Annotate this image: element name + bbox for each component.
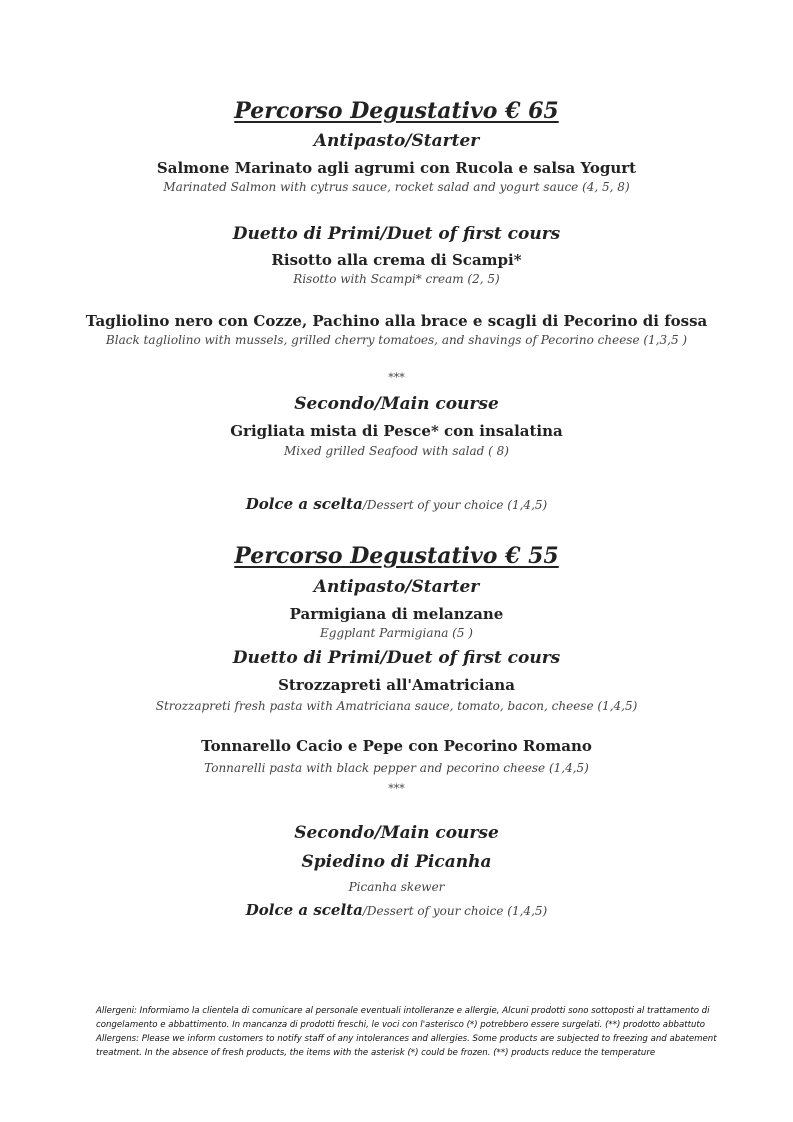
- menu2-starter-dish: Parmigiana di melanzane: [289, 605, 504, 623]
- menu1-starter-heading: Antipasto/Starter: [313, 131, 480, 151]
- menu2-title: Percorso Degustativo € 55: [234, 543, 559, 569]
- menu1-dessert-name: Dolce a scelta: [245, 495, 363, 513]
- menu2-separator: ***: [388, 782, 405, 795]
- menu1-primi-heading: Duetto di Primi/Duet of first cours: [232, 224, 561, 244]
- menu1-main-dish: Grigliata mista di Pesce* con insalatina: [230, 422, 563, 440]
- menu1-main-desc: Mixed grilled Seafood with salad ( 8): [284, 444, 509, 458]
- menu1-starter-dish: Salmone Marinato agli agrumi con Rucola e salsa Yogurt: [156, 159, 637, 177]
- menu2-starter-heading: Antipasto/Starter: [313, 577, 480, 597]
- menu2-main-dish: Spiedino di Picanha: [301, 852, 492, 872]
- menu2-dessert-name: Dolce a scelta: [245, 901, 363, 919]
- menu1-dessert: [0, 495, 793, 514]
- menu1-separator: ***: [388, 371, 405, 384]
- menu1-primo2-dish: Tagliolino nero con Cozze, Pachino alla brace e scagli di Pecorino di fossa: [85, 312, 708, 330]
- menu2-primi-heading: Duetto di Primi/Duet of first cours: [232, 648, 561, 668]
- menu1-primo1-dish: Risotto alla crema di Scampi*: [271, 251, 522, 269]
- menu1-title: Percorso Degustativo € 65: [234, 98, 559, 124]
- allergen-note-en-line1: Allergens: Please we inform customers to notify staff of any intolerances and allergies. Some products are subjected to freezing and abatement: [96, 1034, 717, 1044]
- menu2-primo2-desc: Tonnarelli pasta with black pepper and pecorino cheese (1,4,5): [204, 761, 589, 775]
- menu2-primo2-dish: Tonnarello Cacio e Pepe con Pecorino Romano: [201, 737, 592, 755]
- menu2-main-desc: Picanha skewer: [348, 880, 445, 894]
- menu1-dessert-desc: /Dessert of your choice (1,4,5): [362, 498, 548, 512]
- menu2-primo1-desc: Strozzapreti fresh pasta with Amatriciana sauce, tomato, bacon, cheese (1,4,5): [155, 699, 638, 713]
- allergen-note-it-line2: congelamento e abbattimento. In mancanza di prodotti freschi, le voci con l'asterisco (*) potrebbero essere surgelati. (**) prodotto abbattuto: [96, 1020, 706, 1030]
- allergen-note-it-line1: Allergeni: Informiamo la clientela di comunicare al personale eventuali intolleranze e allergie, Alcuni prodotti sono sottoposti al trattamento di: [96, 1006, 710, 1016]
- menu2-main-heading: Secondo/Main course: [294, 823, 499, 843]
- menu1-primo1-desc: Risotto with Scampi* cream (2, 5): [293, 272, 500, 286]
- menu2-dessert: [0, 901, 793, 920]
- menu1-main-heading: Secondo/Main course: [294, 394, 499, 414]
- menu2-starter-desc: Eggplant Parmigiana (5 ): [320, 626, 473, 640]
- menu1-primo2-desc: Black tagliolino with mussels, grilled cherry tomatoes, and shavings of Pecorino cheese (1,3,5 ): [105, 333, 688, 347]
- menu1-starter-desc: Marinated Salmon with cytrus sauce, rocket salad and yogurt sauce (4, 5, 8): [163, 180, 630, 194]
- menu2-dessert-desc: /Dessert of your choice (1,4,5): [362, 904, 548, 918]
- allergen-note-en-line2: treatment. In the absence of fresh products, the items with the asterisk (*) could be frozen. (**) products reduce the temperature: [96, 1048, 656, 1058]
- menu2-primo1-dish: Strozzapreti all'Amatriciana: [278, 676, 515, 694]
